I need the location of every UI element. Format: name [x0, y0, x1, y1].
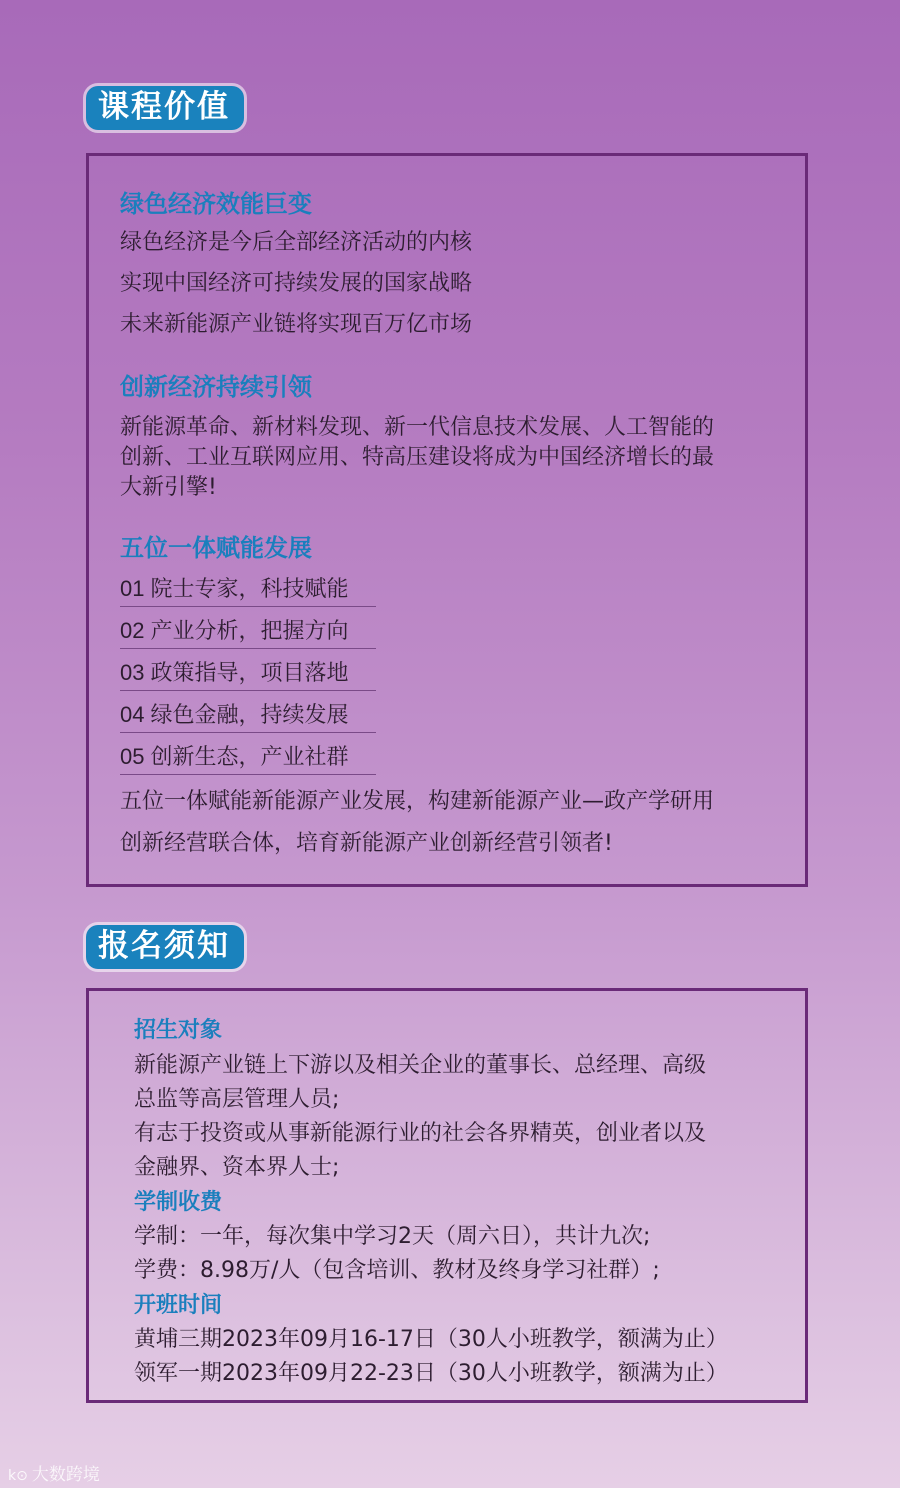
text-line: 新能源革命、新材料发现、新一代信息技术发展、人工智能的 — [120, 415, 715, 440]
heading-innovation-economy: 创新经济持续引领 — [120, 373, 312, 401]
text-line: 实现中国经济可持续发展的国家战略 — [120, 271, 473, 296]
pillar-item — [120, 614, 376, 649]
section-tag-course-value: 课程价值 — [86, 86, 244, 130]
text-line: 绿色经济是今后全部经济活动的内核 — [120, 230, 473, 255]
text-line: 黄埔三期2023年09月16-17日（30人小班教学，额满为止） — [134, 1327, 728, 1352]
pillar-text: 创新生态，产业社群 — [150, 745, 349, 770]
text-line: 有志于投资或从事新能源行业的社会各界精英，创业者以及 — [134, 1121, 707, 1146]
text-line: 创新、工业互联网应用、特高压建设将成为中国经济增长的最 — [120, 445, 715, 470]
course-value-box — [86, 153, 808, 887]
text-line: 学制：一年，每次集中学习2天（周六日），共计九次; — [134, 1224, 651, 1249]
pillar-number: 02 — [120, 618, 145, 643]
text-line: 金融界、资本界人士; — [134, 1155, 340, 1180]
pillar-item — [120, 740, 376, 775]
pillar-number: 01 — [120, 576, 145, 601]
watermark-text: 大数跨境 — [31, 1465, 100, 1485]
text-line: 未来新能源产业链将实现百万亿市场 — [120, 312, 473, 337]
section-tag-enrollment: 报名须知 — [86, 925, 244, 969]
pillar-number: 03 — [120, 660, 145, 685]
closing-line: 五位一体赋能新能源产业发展，构建新能源产业—政产学研用 — [120, 789, 715, 814]
pillar-text: 院士专家，科技赋能 — [150, 577, 349, 602]
watermark-logo-icon: k⊙ — [8, 1468, 28, 1484]
text-line: 大新引擎! — [120, 475, 217, 500]
pillar-item — [120, 698, 376, 733]
pillar-item — [120, 656, 376, 691]
text-line: 学费：8.98万/人（包含培训、教材及终身学习社群）; — [134, 1258, 660, 1283]
heading-green-economy: 绿色经济效能巨变 — [120, 190, 312, 218]
pillar-text: 绿色金融，持续发展 — [150, 703, 349, 728]
pillar-item — [120, 572, 376, 607]
heading-target-audience: 招生对象 — [134, 1018, 223, 1043]
heading-duration-fees: 学制收费 — [134, 1190, 223, 1215]
heading-start-dates: 开班时间 — [134, 1293, 223, 1318]
watermark — [8, 1460, 100, 1485]
heading-five-in-one: 五位一体赋能发展 — [120, 534, 312, 562]
text-line: 新能源产业链上下游以及相关企业的董事长、总经理、高级 — [134, 1053, 707, 1078]
pillar-number: 04 — [120, 702, 145, 727]
pillar-text: 政策指导，项目落地 — [150, 661, 349, 686]
closing-line: 创新经营联合体，培育新能源产业创新经营引领者! — [120, 831, 613, 856]
pillar-number: 05 — [120, 744, 145, 769]
text-line: 领军一期2023年09月22-23日（30人小班教学，额满为止） — [134, 1361, 728, 1386]
pillar-text: 产业分析，把握方向 — [150, 619, 349, 644]
text-line: 总监等高层管理人员; — [134, 1087, 340, 1112]
